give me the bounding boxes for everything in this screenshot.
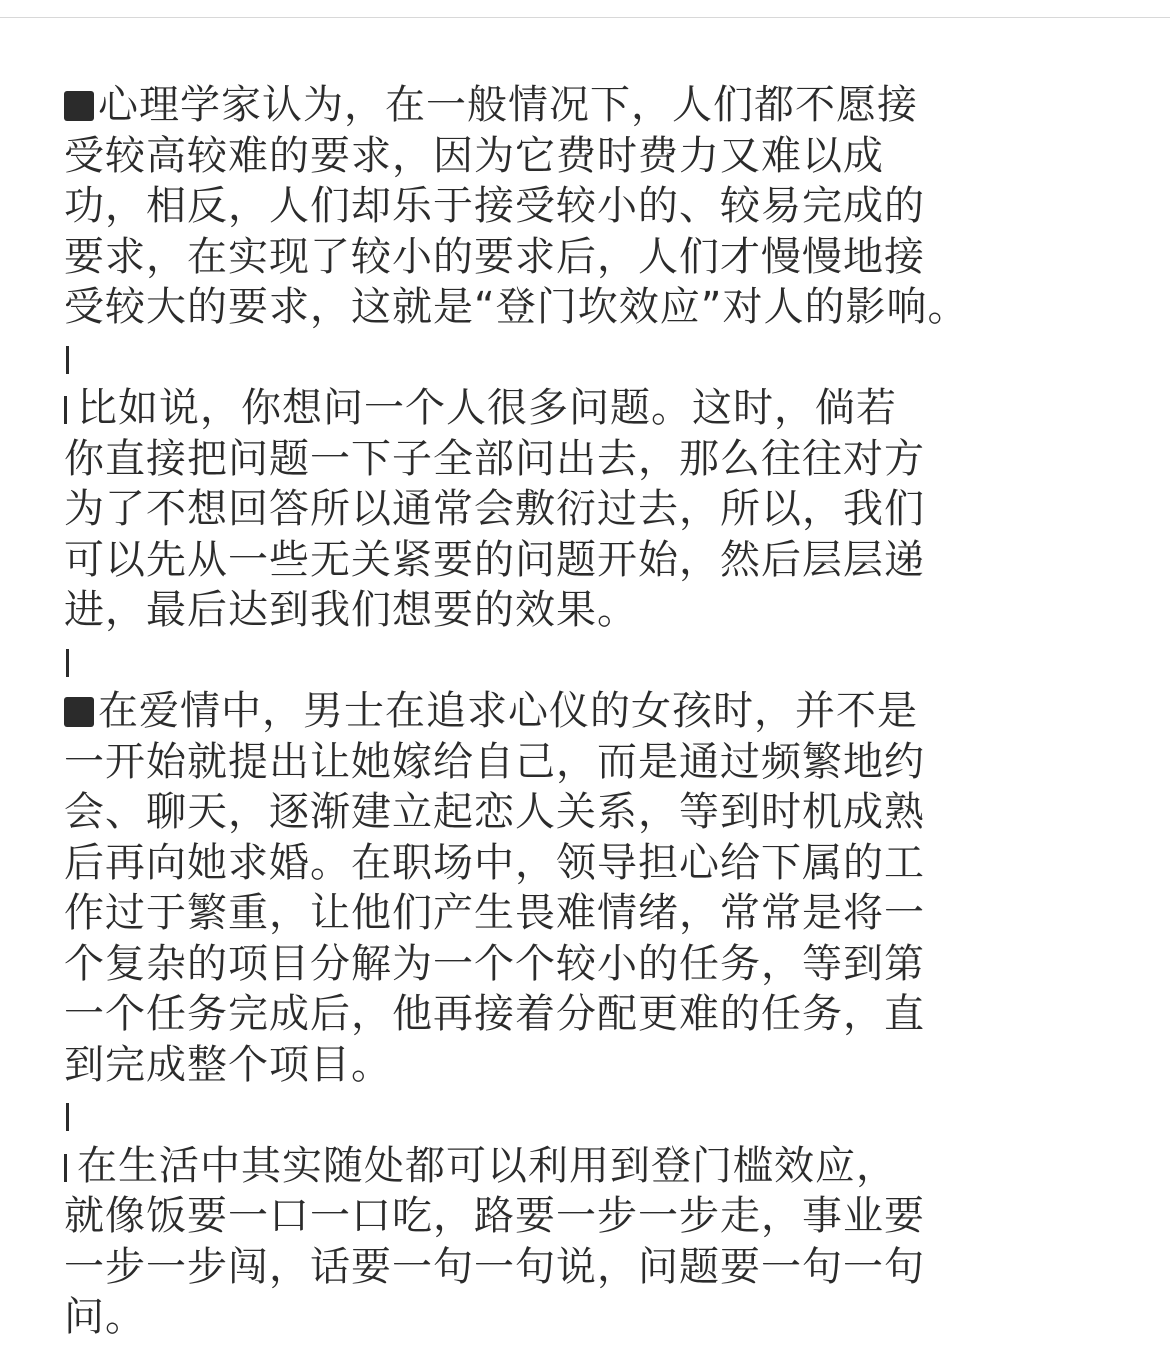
paragraph-1 (64, 80, 974, 333)
text-line: 功，相反，人们却乐于接受较小的、较易完成的 (64, 183, 925, 229)
square-bullet-icon (64, 697, 94, 727)
bar-bullet-icon (64, 396, 67, 424)
separator-line (64, 1090, 974, 1141)
paragraph-2 (64, 383, 974, 636)
square-bullet-icon (64, 91, 94, 121)
text-line: 后再向她求婚。在职场中，领导担心给下属的工 (64, 839, 925, 886)
bar-separator-icon (66, 649, 69, 677)
text-line: 可以先从一些无关紧要的问题开始，然后层层递 (64, 536, 925, 583)
text-line: 为了不想回答所以通常会敷衍过去，所以，我们 (64, 486, 925, 532)
text-line: 在生活中其实随处都可以利用到登门槛效应， (64, 1141, 974, 1192)
text-line: 问。 (64, 1294, 146, 1340)
separator-line (64, 333, 974, 384)
bar-separator-icon (66, 1103, 69, 1131)
text-line: 在爱情中，男士在追求心仪的女孩时，并不是 (64, 686, 974, 737)
text-line: 会、聊天，逐渐建立起恋人关系，等到时机成熟 (64, 789, 925, 835)
text-line: 就像饭要一口一口吃，路要一步一步走，事业要 (64, 1193, 925, 1239)
text-line: 要求，在实现了较小的要求后，人们才慢慢地接 (64, 233, 925, 280)
text-line: 比如说，你想问一个人很多问题。这时，倘若 (64, 383, 974, 434)
text-line: 个复杂的项目分解为一个个较小的任务，等到第 (64, 940, 925, 987)
paragraph-4 (64, 1141, 974, 1343)
text-line: 你直接把问题一下子全部问出去，那么往往对方 (64, 435, 925, 482)
text-line: 一开始就提出让她嫁给自己，而是通过频繁地约 (64, 738, 925, 785)
text-line: 心理学家认为，在一般情况下，人们都不愿接 (64, 80, 974, 131)
text-line: 一步一步闯，话要一句一句说，问题要一句一句 (64, 1243, 925, 1290)
text-line: 受较大的要求，这就是“登门坎效应”对人的影响。 (64, 284, 969, 330)
top-divider (0, 0, 1170, 18)
text-line: 作过于繁重，让他们产生畏难情绪，常常是将一 (64, 890, 925, 936)
text-line: 进，最后达到我们想要的效果。 (64, 587, 638, 633)
text-line: 到完成整个项目。 (64, 1041, 392, 1088)
paragraph-3 (64, 686, 974, 1090)
article-body (64, 80, 974, 1343)
text-line: 一个任务完成后，他再接着分配更难的任务，直 (64, 991, 925, 1037)
separator-line (64, 636, 974, 687)
text-line: 受较高较难的要求，因为它费时费力又难以成 (64, 132, 884, 179)
bar-separator-icon (66, 346, 69, 374)
bar-bullet-icon (64, 1154, 67, 1182)
